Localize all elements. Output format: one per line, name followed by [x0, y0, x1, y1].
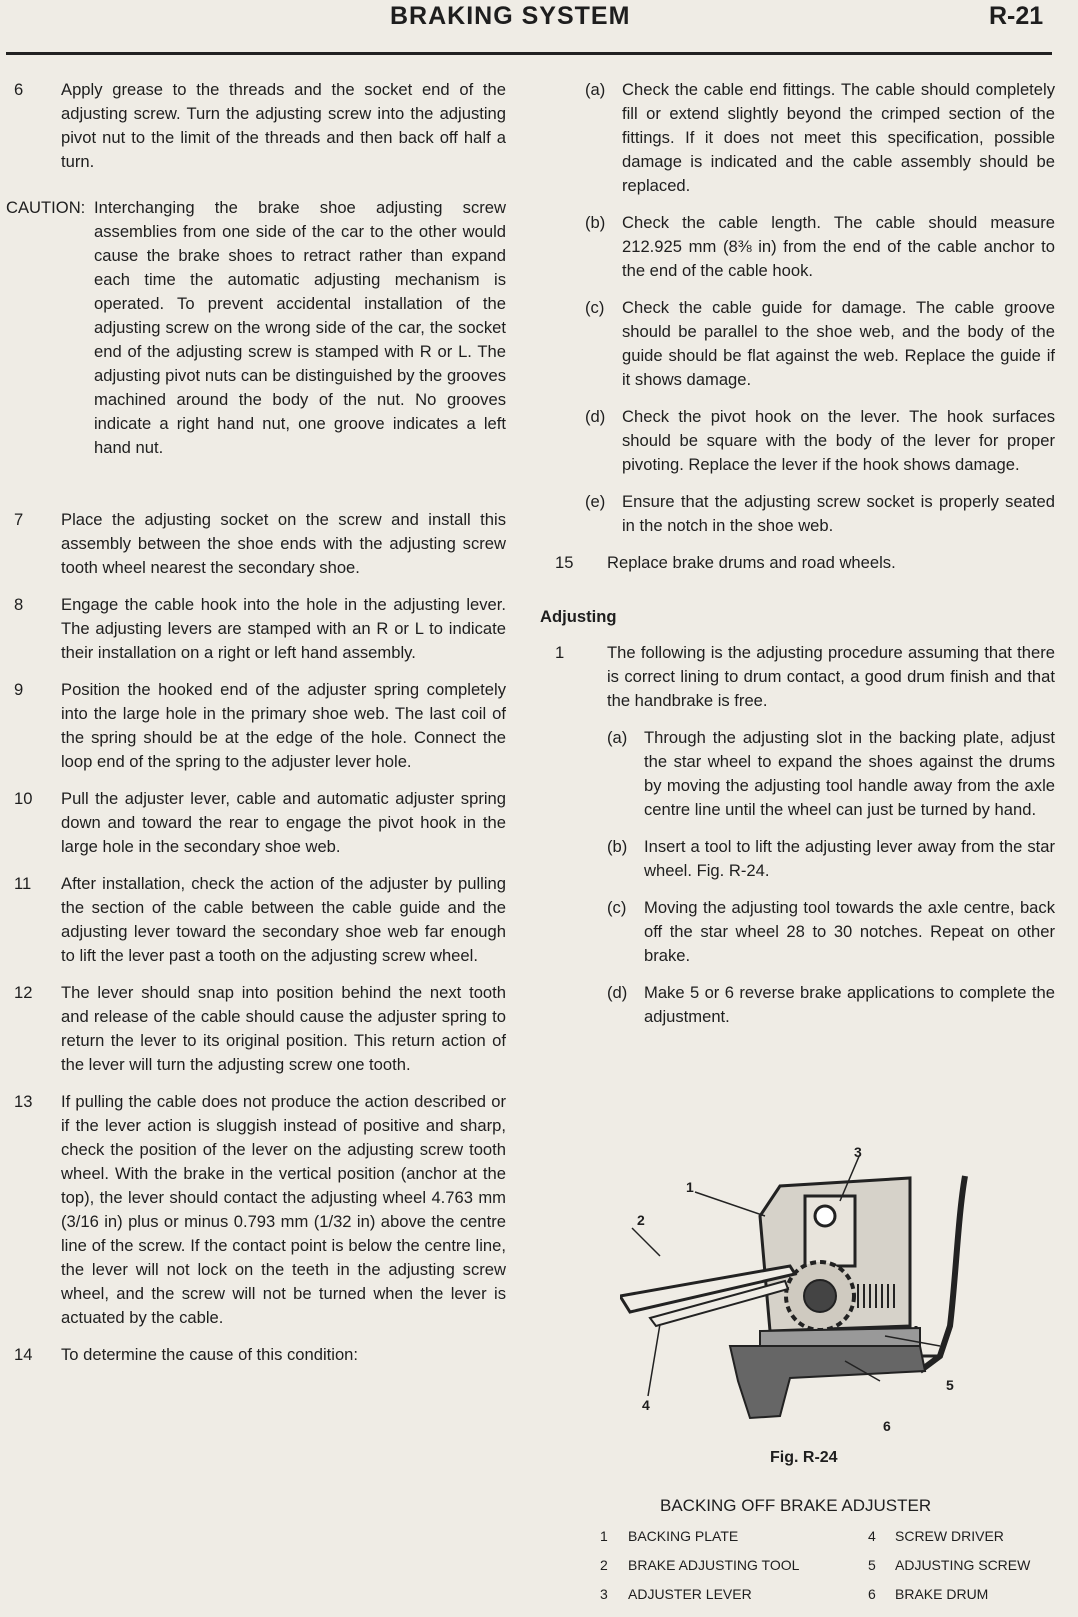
step-10: [6, 787, 506, 859]
step-13: [6, 1090, 506, 1330]
step-text: Engage the cable hook into the hole in the adjusting lever. The adjusting levers are stamped with an R or L to indicate their installation on a right or left hand assembly.: [61, 595, 506, 662]
legend-row: [600, 1586, 1060, 1615]
adjust-b: [607, 835, 1055, 883]
sub-letter: (d): [607, 983, 628, 1002]
adjusting-screw-threads: [858, 1284, 894, 1308]
step-number: 6: [14, 80, 24, 99]
adjusting-substeps: [607, 726, 1055, 1029]
step-text: The following is the adjusting procedure assuming that there is correct lining to drum contact, a good drum finish and that the handbrake is free.: [607, 643, 1055, 710]
sub-letter: (d): [585, 407, 606, 426]
step-text: Pull the adjuster lever, cable and automatic adjuster spring down and toward the rear to engage the pivot hook in the large hole in the secondary shoe web.: [61, 789, 506, 856]
caution-note: [6, 196, 506, 460]
legend-label: ADJUSTING SCREW: [895, 1557, 1031, 1573]
step-text: Apply grease to the threads and the socket end of the adjusting screw. Turn the adjusting screw into the adjusting pivot nut to the limit of the threads and then back off half a turn.: [61, 80, 506, 171]
sub-text: Check the pivot hook on the lever. The hook surfaces should be square with the body of the lever for proper pivoting. Replace the lever if the hook shows damage.: [622, 407, 1055, 474]
drum-wall: [920, 1176, 965, 1371]
page-title: BRAKING SYSTEM: [390, 2, 631, 30]
legend-label: SCREW DRIVER: [895, 1528, 1004, 1544]
brake-adjuster-illustration: [620, 1156, 980, 1456]
step-6: [6, 78, 506, 174]
sub-letter: (a): [607, 728, 628, 747]
step-9: [6, 678, 506, 774]
step-number: 14: [14, 1345, 33, 1364]
check-b: [585, 211, 1055, 283]
caution-label: CAUTION:: [6, 198, 86, 217]
legend-number: 6: [868, 1586, 876, 1602]
legend-label: ADJUSTER LEVER: [628, 1586, 752, 1602]
step-number: 9: [14, 680, 24, 699]
sub-letter: (b): [607, 837, 628, 856]
step-14: [6, 1343, 506, 1367]
check-e: [585, 490, 1055, 538]
step-number: 12: [14, 983, 33, 1002]
page-header: [0, 0, 1078, 60]
lever-pivot: [815, 1206, 835, 1226]
step-text: To determine the cause of this condition:: [61, 1345, 359, 1364]
step-text: After installation, check the action of the adjuster by pulling the section of the cable between the cable guide and the adjusting lever toward the secondary shoe web far enough to lift the lever past a tooth on the adjusting screw wheel.: [61, 874, 506, 965]
adjust-c: [607, 896, 1055, 968]
check-a: [585, 78, 1055, 198]
sub-letter: (b): [585, 213, 606, 232]
sub-text: Make 5 or 6 reverse brake applications to complete the adjustment.: [644, 983, 1055, 1026]
legend-label: BRAKE ADJUSTING TOOL: [628, 1557, 800, 1573]
check-d: [585, 405, 1055, 477]
legend-number: 2: [600, 1557, 608, 1573]
sub-text: Through the adjusting slot in the backing plate, adjust the star wheel to expand the shoes against the drums by moving the adjusting tool handle away from the axle centre line until the wheel can just be turned by hand.: [644, 728, 1055, 819]
sub-text: Moving the adjusting tool towards the axle centre, back off the star wheel 28 to 30 notches. Repeat on other brake.: [644, 898, 1055, 965]
page-number: R-21: [989, 2, 1044, 30]
step-text: Replace brake drums and road wheels.: [607, 553, 896, 572]
sub-letter: (a): [585, 80, 606, 99]
caution-text: Interchanging the brake shoe adjusting screw assemblies from one side of the car to the other would cause the brake shoes to retract rather than expand each time the automatic adjusting mechanism is operated. To prevent accidental installation of the adjusting screw on the wrong side of the car, the socket end of the adjusting screw is stamped with R or L. The adjusting pivot nuts can be distinguished by the grooves machined around the body of the nut. No grooves indicate a right hand nut, one groove indicates a left hand nut.: [94, 198, 506, 457]
step-number: 1: [555, 643, 565, 662]
header-rule: [6, 52, 1052, 55]
step-text: If pulling the cable does not produce the action described or if the lever action is sluggish instead of positive and sharp, check the position of the lever on the adjusting screw tooth wheel. With the brake in the vertical position (anchor at the top), the lever should contact the adjusting wheel 4.763 mm (3/16 in) plus or minus 0.793 mm (1/32 in) above the centre line of the screw. If the contact point is below the centre line, the lever will not lock on the teeth in the adjusting screw wheel, and the screw will not be turned when the lever is actuated by the cable.: [61, 1092, 506, 1327]
step-12: [6, 981, 506, 1077]
step-14-checks: [585, 78, 1055, 538]
legend-number: 5: [868, 1557, 876, 1573]
step-15: [555, 551, 1055, 575]
sub-letter: (e): [585, 492, 606, 511]
legend-number: 4: [868, 1528, 876, 1544]
legend-number: 1: [600, 1528, 608, 1544]
adjust-d: [607, 981, 1055, 1029]
sub-letter: (c): [607, 898, 627, 917]
sub-letter: (c): [585, 298, 605, 317]
left-column: [6, 78, 506, 1380]
screw-hub: [804, 1280, 836, 1312]
legend-title: BACKING OFF BRAKE ADJUSTER: [660, 1496, 932, 1515]
step-number: 15: [555, 553, 574, 572]
legend-row: [600, 1528, 1060, 1557]
figure-caption: Fig. R-24: [770, 1449, 838, 1466]
step-number: 13: [14, 1092, 33, 1111]
step-7: [6, 508, 506, 580]
section-heading: Adjusting: [540, 607, 617, 626]
sub-text: Check the cable guide for damage. The cable groove should be parallel to the shoe web, and the body of the guide should be flat against the web. Replace the guide if it shows damage.: [622, 298, 1055, 389]
step-number: 10: [14, 789, 33, 808]
brake-shoe: [730, 1346, 925, 1418]
callout-6: 6: [883, 1418, 891, 1434]
step-text: The lever should snap into position behind the next tooth and release of the cable should cause the adjuster spring to return the lever to its original position. This return action of the lever will turn the adjusting screw one tooth.: [61, 983, 506, 1074]
legend-label: BACKING PLATE: [628, 1528, 739, 1544]
figure-legend: [600, 1528, 1060, 1615]
legend-row: [600, 1557, 1060, 1586]
callout-4: 4: [642, 1397, 650, 1413]
step-text: Place the adjusting socket on the screw and install this assembly between the shoe ends with the adjusting screw tooth wheel nearest the secondary shoe.: [61, 510, 506, 577]
sub-text: Insert a tool to lift the adjusting lever away from the star wheel. Fig. R-24.: [644, 837, 1055, 880]
step-number: 8: [14, 595, 24, 614]
adjusting-step-1: [555, 641, 1055, 713]
legend-label: BRAKE DRUM: [895, 1586, 989, 1602]
right-column: [540, 78, 1055, 1042]
step-number: 11: [14, 874, 32, 893]
step-number: 7: [14, 510, 24, 529]
adjust-a: [607, 726, 1055, 822]
step-text: Position the hooked end of the adjuster spring completely into the large hole in the primary shoe web. The last coil of the spring should be at the edge of the hole. Connect the loop end of the spring to the adjuster lever hole.: [61, 680, 506, 771]
step-8: [6, 593, 506, 665]
callout-3: 3: [854, 1144, 862, 1160]
step-11: [6, 872, 506, 968]
callout-1: 1: [686, 1179, 694, 1195]
check-c: [585, 296, 1055, 392]
legend-number: 3: [600, 1586, 608, 1602]
callout-2: 2: [637, 1212, 645, 1228]
sub-text: Ensure that the adjusting screw socket is properly seated in the notch in the shoe web.: [622, 492, 1055, 535]
callout-5: 5: [946, 1377, 954, 1393]
sub-text: Check the cable end fittings. The cable should completely fill or extend slightly beyond the crimped section of the fittings. If it does not meet this specification, possible damage is indicated and the cable assembly should be replaced.: [622, 80, 1055, 195]
sub-text: Check the cable length. The cable should measure 212.925 mm (8⅜ in) from the end of the cable anchor to the end of the cable hook.: [622, 213, 1055, 280]
